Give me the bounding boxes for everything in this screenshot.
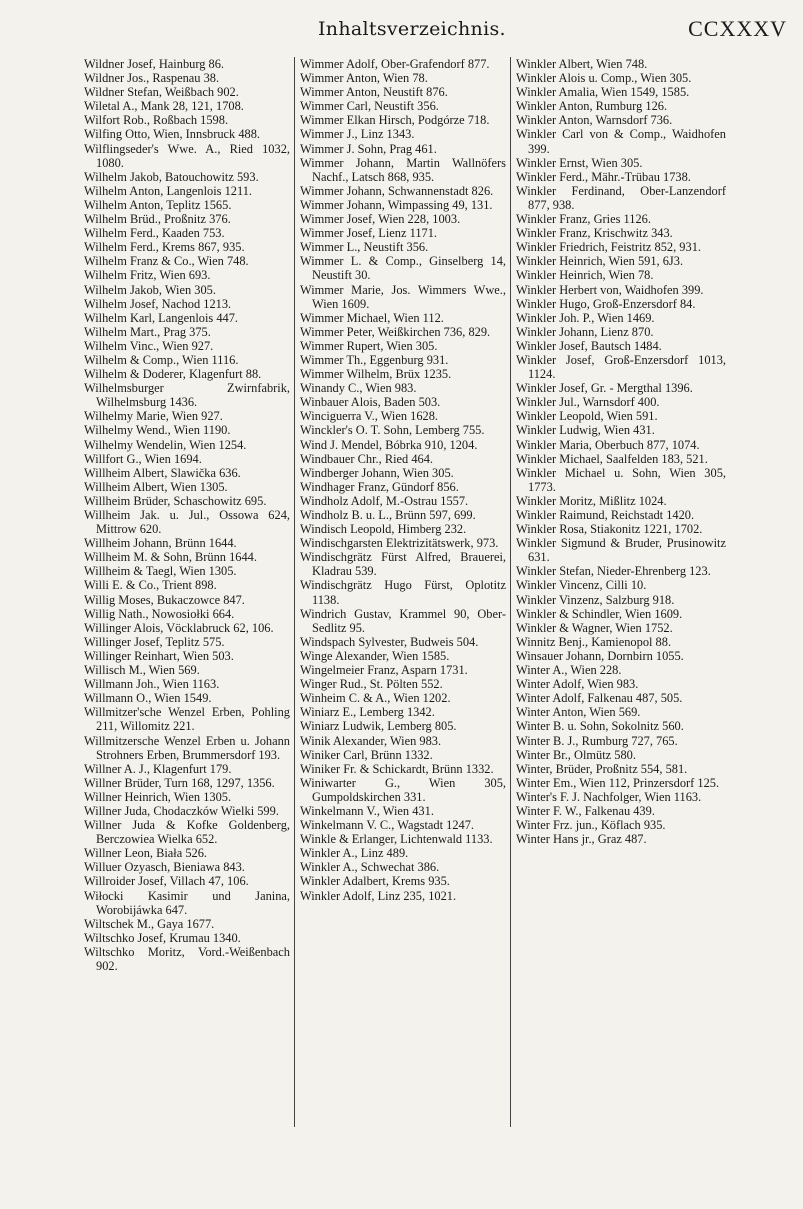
index-entry: Winkler Carl von & Comp., Waidhofen 399. bbox=[516, 127, 726, 156]
index-entry: Winsauer Johann, Dornbirn 1055. bbox=[516, 648, 684, 663]
index-entry: Wimmer Anton, Neustift 876. bbox=[300, 85, 448, 100]
index-entry: Wilfing Otto, Wien, Innsbruck 488. bbox=[84, 127, 261, 142]
index-entry: Wimmer Carl, Neustift 356. bbox=[300, 99, 439, 114]
index-entry: Winter B. u. Sohn, Sokolnitz 560. bbox=[516, 719, 684, 734]
index-entry: Winter Hans jr., Graz 487. bbox=[516, 832, 647, 847]
index-entry: Winkler Michael u. Sohn, Wien 305, 1773. bbox=[516, 465, 726, 494]
index-entry: Wilhelm Fritz, Wien 693. bbox=[84, 268, 211, 283]
index-entry: Willuer Ozyasch, Bieniawa 843. bbox=[84, 860, 245, 875]
index-entry: Winheim C. & A., Wien 1202. bbox=[300, 691, 451, 706]
index-entry: Willner Leon, Biała 526. bbox=[84, 846, 208, 861]
index-entry: Willinger Reinhart, Wien 503. bbox=[84, 648, 234, 663]
index-entry: Winkler & Wagner, Wien 1752. bbox=[516, 620, 673, 635]
index-entry: Wildner Jos., Raspenau 38. bbox=[84, 71, 220, 86]
index-entry: Wimmer Johann, Schwannenstadt 826. bbox=[300, 183, 494, 198]
index-entry: Wimmer J., Linz 1343. bbox=[300, 127, 415, 142]
index-entry: Winkler Josef, Bautsch 1484. bbox=[516, 338, 662, 353]
index-entry: Windrich Gustav, Krammel 90, Ober-Sedlitz 95. bbox=[300, 606, 506, 635]
index-entry: Wilhelm Vinc., Wien 927. bbox=[84, 338, 214, 353]
index-entry: Willner Heinrich, Wien 1305. bbox=[84, 789, 232, 804]
index-entry: Windholz B. u. L., Brünn 597, 699. bbox=[300, 508, 476, 522]
index-entry: Wimmer Marie, Jos. Wimmers Wwe., Wien 1609. bbox=[300, 282, 506, 311]
index-entry: Winkler Josef, Groß-Enzersdorf 1013, 1124. bbox=[516, 352, 726, 382]
index-entry: Willi E. & Co., Trient 898. bbox=[84, 578, 217, 593]
index-entry: Winkler Amalia, Wien 1549, 1585. bbox=[516, 85, 690, 100]
index-entry: Winkler Sigmund & Bruder, Prusinowitz 631. bbox=[516, 536, 726, 565]
index-entry: Wiltschko Josef, Krumau 1340. bbox=[84, 930, 241, 945]
index-entry: Winter Anton, Wien 569. bbox=[516, 705, 641, 720]
index-entry: Wimmer Anton, Wien 78. bbox=[300, 71, 428, 86]
index-entry: Willheim Johann, Brünn 1644. bbox=[84, 536, 237, 551]
index-entry: Winandy C., Wien 983. bbox=[300, 381, 417, 396]
index-entry: Wildner Josef, Hainburg 86. bbox=[84, 57, 225, 71]
index-entry: Winter Frz. jun., Köflach 935. bbox=[516, 818, 666, 833]
index-entry: Winkler Heinrich, Wien 78. bbox=[516, 268, 654, 283]
index-entry: Wind J. Mendel, Bóbrka 910, 1204. bbox=[300, 437, 478, 452]
index-entry: Wiltschko Moritz, Vord.-Weißenbach 902. bbox=[84, 944, 290, 973]
index-entry: Winter Br., Olmütz 580. bbox=[516, 747, 636, 762]
index-entry: Winiarz Ludwik, Lemberg 805. bbox=[300, 719, 457, 734]
index-entry: Wiletal A., Mank 28, 121, 1708. bbox=[84, 99, 244, 114]
index-entry: Winkler Alois u. Comp., Wien 305. bbox=[516, 71, 692, 86]
index-column-1 bbox=[84, 57, 290, 1137]
index-entry: Winiker Fr. & Schickardt, Brünn 1332. bbox=[300, 761, 494, 776]
index-entry: Willheim Albert, Wien 1305. bbox=[84, 479, 228, 494]
index-entry: Wilhelm Anton, Langenlois 1211. bbox=[84, 183, 253, 198]
index-entry: Wilhelm Ferd., Krems 867, 935. bbox=[84, 240, 245, 255]
index-entry: Wimmer Johann, Martin Wallnöfers Nachf., Latsch 868, 935. bbox=[300, 155, 506, 184]
index-entry: Wingelmeier Franz, Asparn 1731. bbox=[300, 663, 468, 678]
index-entry: Windischgarsten Elektrizitätswerk, 973. bbox=[300, 536, 499, 551]
index-entry: Wimmer Michael, Wien 112. bbox=[300, 310, 444, 325]
index-entry: Wilhelm Brüd., Proßnitz 376. bbox=[84, 212, 231, 227]
index-entry: Winkler Leopold, Wien 591. bbox=[516, 409, 658, 424]
page-title: Inhaltsverzeichnis. bbox=[318, 18, 506, 40]
index-entry: Winkler Franz, Krischwitz 343. bbox=[516, 226, 673, 241]
index-entry: Winkler Moritz, Mißlitz 1024. bbox=[516, 493, 667, 508]
index-column-3 bbox=[516, 57, 726, 1137]
index-entry: Wilhelm & Comp., Wien 1116. bbox=[84, 352, 239, 367]
index-entry: Wimmer J. Sohn, Prag 461. bbox=[300, 141, 437, 156]
index-entry: Windholz Adolf, M.-Ostrau 1557. bbox=[300, 493, 469, 508]
index-entry: Winbauer Alois, Baden 503. bbox=[300, 395, 441, 410]
index-entry: Windischgrätz Hugo Fürst, Oplotitz 1138. bbox=[300, 578, 506, 607]
index-entry: Winkler Maria, Oberbuch 877, 1074. bbox=[516, 437, 700, 452]
index-entry: Willheim M. & Sohn, Brünn 1644. bbox=[84, 550, 257, 565]
index-entry: Winkler Anton, Rumburg 126. bbox=[516, 99, 668, 114]
index-entry: Winkler A., Linz 489. bbox=[300, 846, 409, 861]
index-entry: Winkler Adolf, Linz 235, 1021. bbox=[300, 888, 457, 903]
index-entry: Winkler Ferd., Mähr.-Trübau 1738. bbox=[516, 169, 691, 184]
index-entry: Willfort G., Wien 1694. bbox=[84, 451, 202, 466]
index-entry: Winkelmann V. C., Wagstadt 1247. bbox=[300, 818, 475, 833]
index-entry: Windhager Franz, Gündorf 856. bbox=[300, 479, 459, 494]
index-entry: Willner Juda & Kofke Goldenberg, Berczowiea Wielka 652. bbox=[84, 818, 290, 847]
index-entry: Willheim Jak. u. Jul., Ossowa 624, Mittrow 620. bbox=[84, 508, 290, 537]
index-entry: Wimmer Th., Eggenburg 931. bbox=[300, 352, 449, 367]
index-entry: Winiwarter G., Wien 305, Gumpoldskirchen 331. bbox=[300, 775, 506, 804]
index-entry: Winter Em., Wien 112, Prinzersdorf 125. bbox=[516, 775, 720, 790]
index-entry: Winkler Rosa, Stiakonitz 1221, 1702. bbox=[516, 522, 703, 537]
index-entry: Winkler Franz, Gries 1126. bbox=[516, 212, 651, 227]
index-entry: Winter, Brüder, Proßnitz 554, 581. bbox=[516, 761, 688, 776]
index-entry: Winkle & Erlanger, Lichtenwald 1133. bbox=[300, 832, 493, 847]
index-entry: Winkler Michael, Saalfelden 183, 521. bbox=[516, 451, 708, 466]
index-entry: Winik Alexander, Wien 983. bbox=[300, 733, 442, 748]
index-entry: Wimmer L., Neustift 356. bbox=[300, 240, 429, 255]
index-entry: Windbauer Chr., Ried 464. bbox=[300, 451, 434, 466]
index-entry: Winiker Carl, Brünn 1332. bbox=[300, 747, 433, 762]
index-entry: Winkler Ferdinand, Ober-Lanzendorf 877, 938. bbox=[516, 183, 726, 212]
index-entry: Wilhelm Ferd., Kaaden 753. bbox=[84, 226, 225, 241]
index-entry: Winkler Hugo, Groß-Enzersdorf 84. bbox=[516, 296, 696, 311]
index-entry: Willinger Josef, Teplitz 575. bbox=[84, 634, 225, 649]
index-entry: Wilhelm & Doderer, Klagenfurt 88. bbox=[84, 367, 262, 382]
index-entry: Wilhelm Anton, Teplitz 1565. bbox=[84, 197, 232, 212]
index-entry: Winkler Ludwig, Wien 431. bbox=[516, 423, 655, 438]
index-entry: Winkler Vincenz, Cilli 10. bbox=[516, 578, 647, 593]
index-entry: Winkler Johann, Lienz 870. bbox=[516, 324, 654, 339]
column-divider bbox=[294, 57, 295, 1127]
index-entry: Wimmer Rupert, Wien 305. bbox=[300, 338, 438, 353]
index-entry: Winkler Ernst, Wien 305. bbox=[516, 155, 643, 170]
index-entry: Winkler Josef, Gr. - Mergthal 1396. bbox=[516, 381, 693, 396]
index-entry: Winger Rud., St. Pölten 552. bbox=[300, 677, 443, 692]
index-entry: Wilhelmy Wendelin, Wien 1254. bbox=[84, 437, 247, 452]
index-entry: Winkler Raimund, Reichstadt 1420. bbox=[516, 508, 695, 522]
index-entry: Winkler Adalbert, Krems 935. bbox=[300, 874, 450, 889]
index-entry: Winkler Heinrich, Wien 591, 6J3. bbox=[516, 254, 684, 269]
index-entry: Willig Moses, Bukaczowce 847. bbox=[84, 592, 245, 607]
index-entry: Willinger Alois, Vöcklabruck 62, 106. bbox=[84, 620, 274, 635]
index-entry: Windisch Leopold, Himberg 232. bbox=[300, 522, 467, 537]
index-entry: Wilfort Rob., Roßbach 1598. bbox=[84, 113, 229, 128]
page-header bbox=[0, 6, 803, 46]
index-entry: Winkler Jul., Warnsdorf 400. bbox=[516, 395, 660, 410]
index-entry: Wilhelm Franz & Co., Wien 748. bbox=[84, 254, 249, 269]
index-entry: Willheim Albert, Slawička 636. bbox=[84, 465, 241, 480]
index-entry: Wiłocki Kasimir und Janina, Worobijáwka 647. bbox=[84, 888, 290, 917]
index-entry: Willmitzersche Wenzel Erben u. Johann Strohners Erben, Brummersdorf 193. bbox=[84, 733, 290, 762]
index-entry: Wilhelm Jakob, Batouchowitz 593. bbox=[84, 169, 259, 184]
index-entry: Willmann Joh., Wien 1163. bbox=[84, 677, 220, 692]
index-entry: Wildner Stefan, Weißbach 902. bbox=[84, 85, 239, 100]
index-entry: Wilhelm Josef, Nachod 1213. bbox=[84, 296, 232, 311]
index-entry: Willner Juda, Chodaczków Wielki 599. bbox=[84, 803, 279, 818]
index-entry: Winnitz Benj., Kamienopol 88. bbox=[516, 634, 672, 649]
index-entry: Wilhelmsburger Zwirnfabrik, Wilhelmsburg 1436. bbox=[84, 381, 290, 410]
index-column-2 bbox=[300, 57, 506, 1137]
index-entry: Winter's F. J. Nachfolger, Wien 1163. bbox=[516, 789, 702, 804]
index-entry: Willheim & Taegl, Wien 1305. bbox=[84, 564, 237, 579]
index-entry: Wilhelmy Wend., Wien 1190. bbox=[84, 423, 231, 438]
index-entry: Wimmer L. & Comp., Ginselberg 14, Neustift 30. bbox=[300, 254, 506, 283]
index-entry: Winter F. W., Falkenau 439. bbox=[516, 803, 655, 818]
index-entry: Winkler Anton, Warnsdorf 736. bbox=[516, 113, 673, 128]
index-entry: Willheim Brüder, Schaschowitz 695. bbox=[84, 493, 267, 508]
index-entry: Wimmer Wilhelm, Brüx 1235. bbox=[300, 367, 452, 382]
index-entry: Winkler Albert, Wien 748. bbox=[516, 57, 648, 71]
index-entry: Winkler A., Schwechat 386. bbox=[300, 860, 440, 875]
index-entry: Winter A., Wien 228. bbox=[516, 663, 622, 678]
index-entry: Winkelmann V., Wien 431. bbox=[300, 803, 434, 818]
index-entry: Winckler's O. T. Sohn, Lemberg 755. bbox=[300, 423, 485, 438]
index-entry: Wimmer Josef, Lienz 1171. bbox=[300, 226, 438, 241]
index-entry: Wilhelm Jakob, Wien 305. bbox=[84, 282, 216, 297]
index-entry: Willig Nath., Nowosiołki 664. bbox=[84, 606, 235, 621]
index-entry: Wilhelm Mart., Prag 375. bbox=[84, 324, 211, 339]
index-entry: Winge Alexander, Wien 1585. bbox=[300, 648, 450, 663]
index-entry: Winter Adolf, Wien 983. bbox=[516, 677, 639, 692]
index-entry: Winkler & Schindler, Wien 1609. bbox=[516, 606, 683, 621]
index-entry: Winter B. J., Rumburg 727, 765. bbox=[516, 733, 678, 748]
index-entry: Winciguerra V., Wien 1628. bbox=[300, 409, 439, 424]
index-entry: Winiarz E., Lemberg 1342. bbox=[300, 705, 435, 720]
index-entry: Wimmer Adolf, Ober-Grafendorf 877. bbox=[300, 57, 490, 71]
index-entry: Winter Adolf, Falkenau 487, 505. bbox=[516, 691, 683, 706]
index-entry: Windberger Johann, Wien 305. bbox=[300, 465, 454, 480]
page-number: CCXXXV bbox=[688, 16, 787, 41]
index-entry: Wimmer Johann, Wimpassing 49, 131. bbox=[300, 197, 493, 212]
index-columns bbox=[84, 57, 726, 1137]
index-entry: Winkler Friedrich, Feistritz 852, 931. bbox=[516, 240, 701, 255]
index-entry: Winkler Vinzenz, Salzburg 918. bbox=[516, 592, 675, 607]
index-entry: Wimmer Peter, Weißkirchen 736, 829. bbox=[300, 324, 491, 339]
index-entry: Windspach Sylvester, Budweis 504. bbox=[300, 634, 479, 649]
index-entry: Winkler Herbert von, Waidhofen 399. bbox=[516, 282, 704, 297]
index-entry: Willmann O., Wien 1549. bbox=[84, 691, 212, 706]
index-entry: Wimmer Elkan Hirsch, Podgórze 718. bbox=[300, 113, 490, 128]
index-entry: Willner A. J., Klagenfurt 179. bbox=[84, 761, 232, 776]
index-entry: Winkler Joh. P., Wien 1469. bbox=[516, 310, 655, 325]
index-entry: Willisch M., Wien 569. bbox=[84, 663, 200, 678]
column-divider bbox=[510, 57, 511, 1127]
index-entry: Willroider Josef, Villach 47, 106. bbox=[84, 874, 249, 889]
index-entry: Wilflingseder's Wwe. A., Ried 1032, 1080. bbox=[84, 141, 290, 170]
index-entry: Wilhelmy Marie, Wien 927. bbox=[84, 409, 223, 424]
index-entry: Wilhelm Karl, Langenlois 447. bbox=[84, 310, 239, 325]
index-entry: Windischgrätz Fürst Alfred, Brauerei, Kladrau 539. bbox=[300, 550, 506, 579]
index-entry: Wiltschek M., Gaya 1677. bbox=[84, 916, 215, 931]
index-entry: Willmitzer'sche Wenzel Erben, Pohling 211, Willomitz 221. bbox=[84, 705, 290, 734]
index-entry: Wimmer Josef, Wien 228, 1003. bbox=[300, 212, 461, 227]
index-entry: Willner Brüder, Turn 168, 1297, 1356. bbox=[84, 775, 275, 790]
index-entry: Winkler Stefan, Nieder-Ehrenberg 123. bbox=[516, 564, 711, 579]
